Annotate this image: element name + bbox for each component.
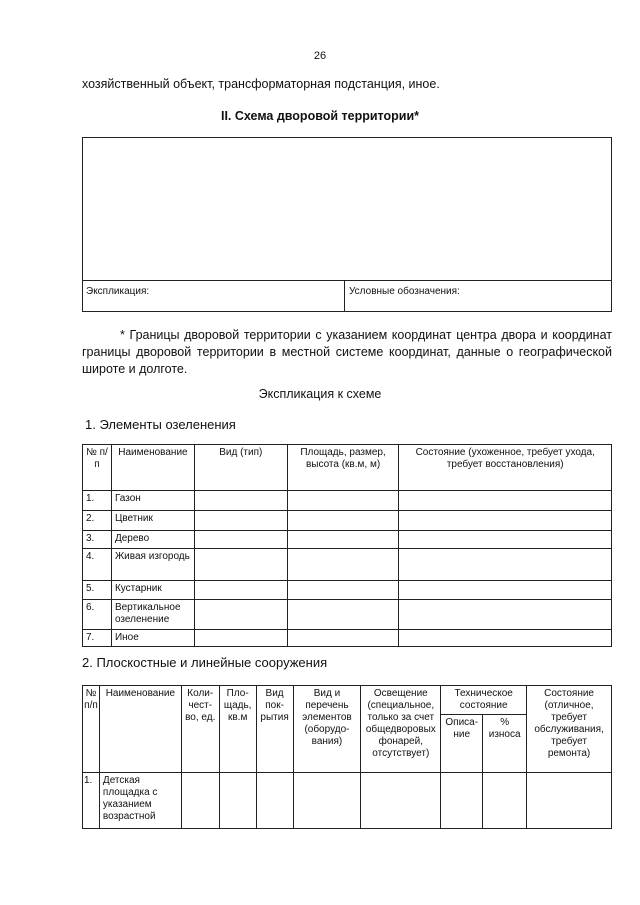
footnote-text: * Границы дворовой территории с указанием координат центра двора и координат границы дворовой территории в местной системе координат, данные о географической широте и долготе. [82, 328, 612, 376]
row-num: 5. [83, 581, 112, 600]
scheme-box [82, 137, 612, 312]
col-header: № п/п [83, 445, 112, 491]
row-num: 1. [83, 491, 112, 511]
intro-line: хозяйственный объект, трансформаторная подстанция, иное. [82, 77, 440, 91]
table-row [83, 773, 612, 829]
table-row [83, 600, 612, 630]
col-header: Пло-щадь, кв.м [219, 686, 256, 773]
col-header: Площадь, размер, высота (кв.м, м) [287, 445, 399, 491]
col-header: Вид (тип) [194, 445, 287, 491]
col-header: Коли-чест-во, ед. [181, 686, 219, 773]
col-header: Вид пок-рытия [256, 686, 293, 773]
table-row [83, 581, 612, 600]
col-header: Освещение (специальное, только за счет общедворовых фонарей, отсутствует) [361, 686, 441, 773]
table-row [83, 531, 612, 549]
scheme-footer-row [83, 280, 611, 311]
greenery-table [82, 444, 612, 647]
col-header: № п/п [83, 686, 100, 773]
col-header: % износа [483, 715, 527, 773]
col-header: Техническое состояние [441, 686, 527, 715]
col-header: Наименование [99, 686, 181, 773]
table-header-row [83, 445, 612, 491]
row-num: 6. [83, 600, 112, 630]
legend-label: Условные обозначения: [349, 286, 460, 297]
row-name: Живая изгородь [111, 549, 194, 581]
table2-heading: 2. Плоскостные и линейные сооружения [82, 655, 328, 670]
row-name: Вертикальное озеленение [111, 600, 194, 630]
col-header: Состояние (отличное, требует обслуживания, требует ремонта) [527, 686, 612, 773]
section-title: II. Схема дворовой территории* [220, 109, 420, 123]
table-row [83, 511, 612, 531]
row-num: 4. [83, 549, 112, 581]
table-row [83, 549, 612, 581]
row-name: Цветник [111, 511, 194, 531]
footnote [82, 327, 612, 378]
col-header: Состояние (ухоженное, требует ухода, требует восстановления) [399, 445, 612, 491]
row-name: Газон [111, 491, 194, 511]
row-num: 2. [83, 511, 112, 531]
structures-table [82, 685, 612, 829]
table-row [83, 491, 612, 511]
col-header: Вид и перечень элементов (оборудо-вания) [293, 686, 361, 773]
row-num: 1. [83, 773, 100, 829]
row-name: Иное [111, 630, 194, 647]
row-num: 7. [83, 630, 112, 647]
row-name: Дерево [111, 531, 194, 549]
row-name: Детская площадка с указанием возрастной [99, 773, 181, 829]
explication-title: Экспликация к схеме [258, 387, 382, 401]
explication-label: Экспликация: [83, 281, 345, 311]
page-number: 26 [313, 50, 327, 62]
table-header-row [83, 686, 612, 715]
col-header: Описа-ние [441, 715, 483, 773]
table-row [83, 630, 612, 647]
col-header: Наименование [111, 445, 194, 491]
table1-heading: 1. Элементы озеленения [85, 417, 236, 432]
row-num: 3. [83, 531, 112, 549]
row-name: Кустарник [111, 581, 194, 600]
